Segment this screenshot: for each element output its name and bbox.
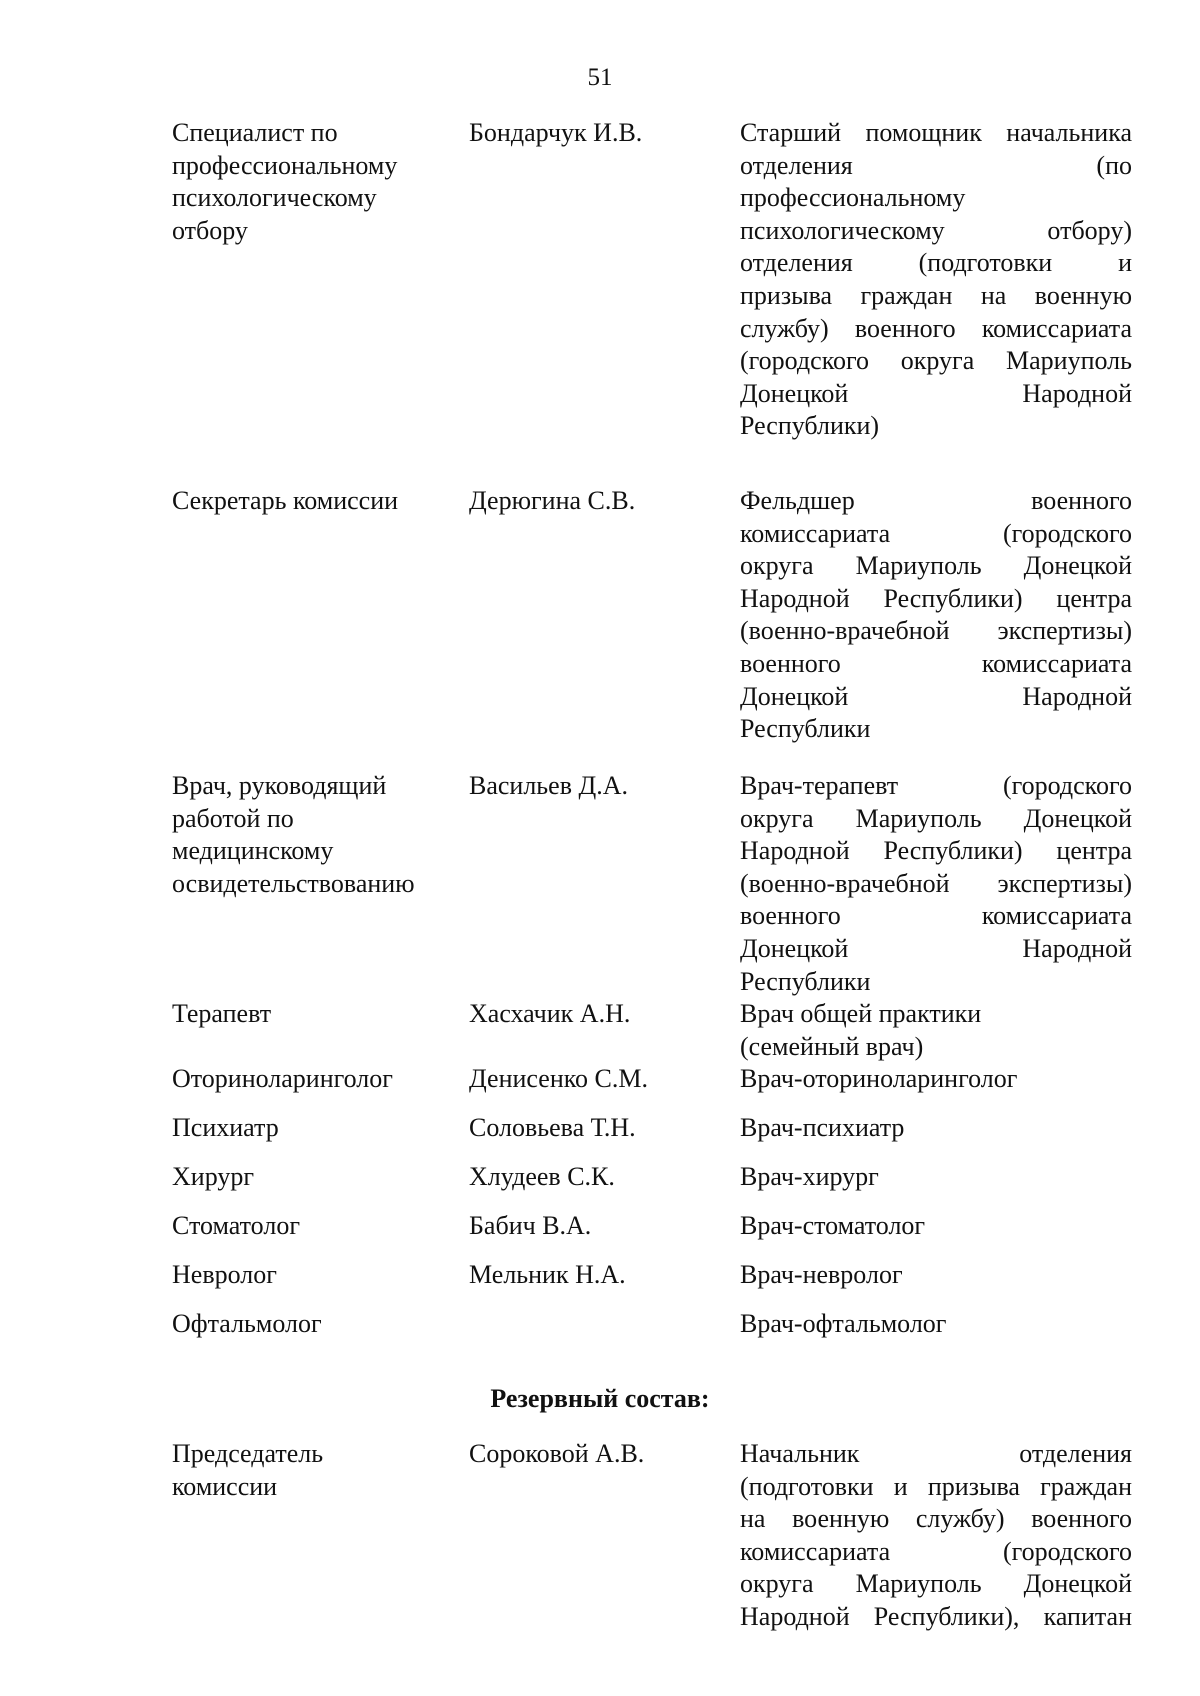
position-line: комиссариата (городского bbox=[740, 518, 1132, 548]
role-line: Стоматолог bbox=[172, 1211, 300, 1240]
role-cell bbox=[172, 1259, 462, 1292]
page-number: 51 bbox=[587, 64, 613, 91]
position-line: военного комиссариата bbox=[740, 648, 1132, 678]
position-line: (городского округа Мариуполь bbox=[740, 346, 1132, 376]
role-cell bbox=[172, 1438, 462, 1503]
role-line: комиссии bbox=[172, 1471, 278, 1501]
position-line: Начальник отделения bbox=[740, 1439, 1132, 1468]
name-cell: Хасхачик А.Н. bbox=[469, 999, 631, 1028]
position-line: Республики bbox=[740, 966, 871, 996]
role-cell bbox=[172, 485, 462, 518]
name-cell: Васильев Д.А. bbox=[469, 771, 628, 800]
position-line: Донецкой Народной bbox=[740, 933, 1132, 963]
role-cell bbox=[172, 1210, 462, 1243]
position-line: Республики bbox=[740, 714, 871, 744]
role-line: психологическому bbox=[172, 183, 377, 213]
position-line: службу) военного комиссариата bbox=[740, 313, 1132, 343]
position-line: Народной Республики) центра bbox=[740, 583, 1132, 613]
position-line: Врач-оториноларинголог bbox=[740, 1064, 1018, 1093]
position-line: округа Мариуполь Донецкой bbox=[740, 803, 1132, 833]
role-cell bbox=[172, 1112, 462, 1145]
position-cell bbox=[740, 1112, 1132, 1145]
position-line: Врач-невролог bbox=[740, 1260, 903, 1289]
position-line: Старший помощник начальника bbox=[740, 118, 1132, 147]
position-line: Народной Республики), капитан bbox=[740, 1601, 1132, 1631]
position-line: Донецкой Народной bbox=[740, 378, 1132, 408]
reserve-section-title: Резервный состав: bbox=[490, 1384, 710, 1413]
name-cell: Бондарчук И.В. bbox=[469, 118, 643, 147]
position-line: отделения (подготовки и bbox=[740, 248, 1132, 278]
position-cell bbox=[740, 1210, 1132, 1243]
position-line: Республики) bbox=[740, 411, 880, 441]
position-line: на военную службу) военного bbox=[740, 1504, 1132, 1534]
position-line: округа Мариуполь Донецкой bbox=[740, 1569, 1132, 1599]
position-line: Фельдшер военного bbox=[740, 486, 1132, 515]
position-line: (военно-врачебной экспертизы) bbox=[740, 868, 1132, 898]
role-cell bbox=[172, 1308, 462, 1341]
position-line: Врач-хирург bbox=[740, 1162, 879, 1191]
role-line: Терапевт bbox=[172, 999, 272, 1028]
role-line: отбору bbox=[172, 215, 248, 245]
position-cell bbox=[740, 485, 1132, 746]
role-line: профессиональному bbox=[172, 150, 398, 180]
position-line: Донецкой Народной bbox=[740, 681, 1132, 711]
role-line: Врач, руководящий bbox=[172, 771, 387, 800]
role-cell bbox=[172, 998, 462, 1031]
role-line: Специалист по bbox=[172, 118, 338, 147]
role-line: Психиатр bbox=[172, 1113, 279, 1142]
position-line: округа Мариуполь Донецкой bbox=[740, 551, 1132, 581]
position-line: профессиональному bbox=[740, 183, 966, 213]
role-line: медицинскому bbox=[172, 836, 334, 866]
role-line: Оториноларинголог bbox=[172, 1064, 393, 1093]
role-line: освидетельствованию bbox=[172, 868, 415, 898]
position-cell bbox=[740, 998, 1132, 1063]
name-cell: Денисенко С.М. bbox=[469, 1064, 649, 1093]
position-line: отделения (по bbox=[740, 150, 1132, 180]
name-cell: Дерюгина С.В. bbox=[469, 486, 636, 515]
position-line: Врач-психиатр bbox=[740, 1113, 905, 1142]
position-cell bbox=[740, 1438, 1132, 1634]
position-cell bbox=[740, 770, 1132, 998]
position-cell bbox=[740, 117, 1132, 443]
role-cell bbox=[172, 770, 462, 900]
position-line: (военно-врачебной экспертизы) bbox=[740, 616, 1132, 646]
position-line: (семейный врач) bbox=[740, 1031, 924, 1061]
role-cell bbox=[172, 1161, 462, 1194]
position-line: комиссариата (городского bbox=[740, 1536, 1132, 1566]
position-line: призыва граждан на военную bbox=[740, 280, 1132, 310]
name-cell: Соловьева Т.Н. bbox=[469, 1113, 636, 1142]
name-cell: Бабич В.А. bbox=[469, 1211, 592, 1240]
role-line: Хирург bbox=[172, 1162, 255, 1191]
name-cell: Мельник Н.А. bbox=[469, 1260, 626, 1289]
role-line: Офтальмолог bbox=[172, 1309, 322, 1338]
position-line: военного комиссариата bbox=[740, 901, 1132, 931]
position-cell bbox=[740, 1308, 1132, 1341]
role-line: Председатель bbox=[172, 1439, 324, 1468]
position-line: Врач-терапевт (городского bbox=[740, 771, 1132, 800]
position-cell bbox=[740, 1259, 1132, 1292]
position-line: Народной Республики) центра bbox=[740, 836, 1132, 866]
position-line: (подготовки и призыва граждан bbox=[740, 1471, 1132, 1501]
position-line: Врач-стоматолог bbox=[740, 1211, 926, 1240]
position-line: Врач-офтальмолог bbox=[740, 1309, 947, 1338]
position-line: Врач общей практики bbox=[740, 999, 982, 1028]
role-line: Невролог bbox=[172, 1260, 277, 1289]
name-cell: Хлудеев С.К. bbox=[469, 1162, 615, 1191]
role-cell bbox=[172, 117, 462, 247]
role-line: работой по bbox=[172, 803, 294, 833]
name-cell: Сороковой А.В. bbox=[469, 1439, 645, 1468]
position-line: психологическому отбору) bbox=[740, 215, 1132, 245]
role-cell bbox=[172, 1063, 462, 1096]
position-cell bbox=[740, 1063, 1132, 1096]
position-cell bbox=[740, 1161, 1132, 1194]
role-line: Секретарь комиссии bbox=[172, 486, 399, 515]
